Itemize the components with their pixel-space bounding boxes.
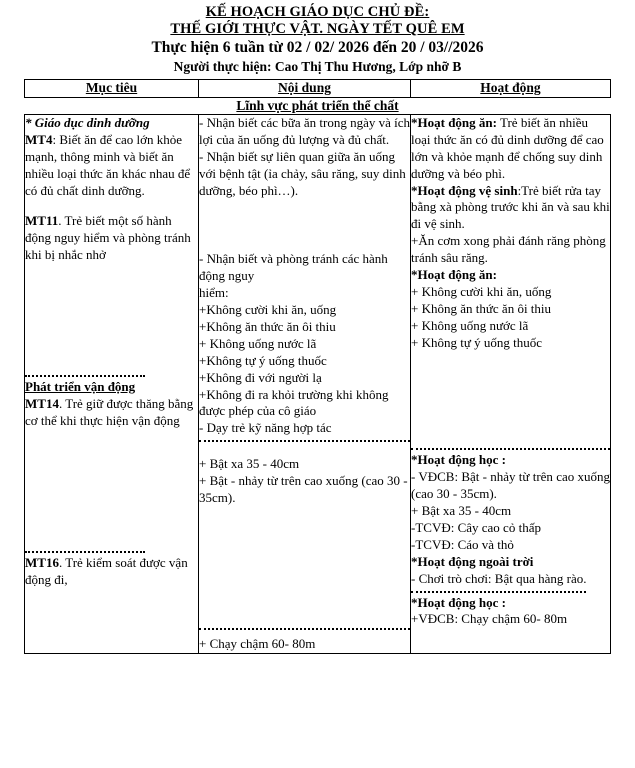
activity-2-line-1: + Bật xa 35 - 40cm [411, 503, 512, 519]
activity-0-block-1 [411, 115, 610, 183]
content-1-line-5: +Không tự ý uống thuốc [199, 352, 327, 368]
activity-2-label-1: *Hoạt động học : [411, 452, 506, 468]
row-separator-2 [411, 591, 586, 593]
table-header-row [25, 80, 611, 98]
content-1-line-3: +Không ăn thức ăn ôi thiu [199, 319, 336, 335]
goal-3-text: . Trẻ kiểm soát được vận động đi, [25, 554, 188, 587]
activity-3-label-1: *Hoạt động học : [411, 594, 506, 610]
cell-muc-tieu [25, 115, 199, 654]
content-2-line-1: + Bật - nhảy từ trên cao xuống (cao 30 - 35cm). [199, 473, 408, 506]
section-band-label: Lĩnh vực phát triển thể chất [236, 98, 399, 113]
activity-0-text-3: +Ăn cơm xong phải đánh răng phòng tránh sâu răng. [411, 233, 606, 266]
goal-2-body [25, 396, 198, 430]
row-separator-1 [199, 440, 410, 442]
cell-hoat-dong [411, 115, 611, 654]
activity-0-block-2 [411, 183, 610, 234]
column-header-muc-tieu: Mục tiêu [25, 80, 199, 98]
content-0-line-1: - Nhận biết sự liên quan giữa ăn uống với bệnh tật (ỉa chảy, sâu răng, suy dinh dưỡng, béo phì…). [199, 148, 406, 198]
goal-0-body [25, 132, 198, 200]
row-separator-2 [25, 551, 145, 553]
column-header-hoat-dong: Hoạt động [411, 80, 611, 98]
spacer [25, 430, 198, 548]
goal-3-body [25, 555, 198, 589]
content-1-line-7: +Không đi ra khỏi trường khi không được phép của cô giáo [199, 386, 389, 419]
activity-0-label-2: *Hoạt động vệ sinh [411, 182, 518, 198]
table-header-row-wrapper [24, 79, 611, 98]
document-duration: Thực hiện 6 tuần từ 02 / 02/ 2026 đến 20 / 03//2026 [151, 39, 484, 57]
spacer [199, 507, 410, 625]
document-author: Người thực hiện: Cao Thị Thu Hương, Lớp nhỡ B [173, 58, 462, 74]
spacer [199, 199, 410, 251]
content-1-line-2: +Không cười khi ăn, uống [199, 302, 337, 318]
activity-0-text-1: Trẻ biết ăn nhiều loại thức ăn có đủ dinh dưỡng để cao lớn và khỏe mạnh để chống suy dinh dưỡng và béo phì. [411, 115, 604, 181]
cell-noi-dung [199, 115, 411, 654]
content-1-line-8: - Dạy trẻ kỹ năng hợp tác [199, 420, 332, 436]
activity-1-label-1: *Hoạt động ăn: [411, 267, 497, 283]
goal-3-code: MT16 [25, 554, 59, 570]
spacer [199, 444, 410, 456]
document-title-line-1: KẾ HOẠCH GIÁO DỤC CHỦ ĐỀ: [205, 4, 430, 20]
document-title-line-2: THẾ GIỚI THỰC VẬT. NGÀY TẾT QUÊ EM [170, 21, 465, 38]
row-separator-1 [25, 375, 145, 377]
activity-1-line-1: + Không ăn thức ăn ôi thiu [411, 300, 552, 316]
activity-2-line-2: -TCVĐ: Cây cao cỏ thấp [411, 520, 541, 536]
row-separator-1 [411, 448, 610, 450]
main-table [24, 114, 611, 654]
goal-1-code: MT11 [25, 213, 59, 229]
goal-1-text: . Trẻ biết một số hành động nguy hiểm và phòng tránh khi bị nhắc nhở [25, 213, 191, 263]
activity-3-line-0: +VĐCB: Chạy chậm 60- 80m [411, 611, 568, 627]
row-separator-2 [199, 628, 410, 630]
content-3-line-0: + Chạy chậm 60- 80m [199, 635, 316, 651]
content-2-line-0: + Bật xa 35 - 40cm [199, 456, 300, 472]
goal-2-heading: Phát triển vận động [25, 379, 136, 395]
goal-2-text: . Trẻ giữ được thăng bằng cơ thể khi thực hiện vận động [25, 396, 194, 428]
activity-1-line-3: + Không tự ý uống thuốc [411, 334, 543, 350]
section-band-wrapper [25, 98, 611, 114]
content-1-line-4: + Không uống nước lã [199, 335, 317, 351]
content-1-line-0: - Nhận biết và phòng tránh các hành động nguy [199, 251, 388, 284]
content-0-line-0: - Nhận biết các bữa ăn trong ngày và ích lợi của ăn uống đủ lượng và đủ chất. [199, 115, 410, 147]
activity-2-text-2: - Chơi trò chơi: Bật qua hàng rào. [411, 570, 587, 586]
goal-0-code: MT4 [25, 131, 53, 147]
spacer [25, 199, 198, 213]
section-band-row [25, 98, 611, 114]
activity-2-line-3: -TCVĐ: Cáo và thỏ [411, 536, 514, 552]
activity-2-label-2: *Hoạt động ngoài trời [411, 553, 534, 569]
spacer [411, 351, 610, 445]
column-header-noi-dung: Nội dung [199, 80, 411, 98]
activity-1-line-2: + Không uống nước lã [411, 317, 529, 333]
goal-0-text: : Biết ăn để cao lớn khỏe mạnh, thông minh và biết ăn nhiều loại thức ăn khác nhau để có đủ chất dinh dưỡng. [25, 131, 191, 198]
activity-2-line-0: - VĐCB: Bật - nhảy từ trên cao xuống (cao 30 - 35cm). [411, 469, 610, 502]
content-1-line-6: +Không đi với người lạ [199, 369, 322, 385]
content-1-line-1: hiểm: [199, 285, 229, 301]
document-header [0, 0, 635, 75]
goal-1-body [25, 213, 198, 264]
goal-0-heading: * Giáo dục dinh dưỡng [25, 115, 150, 130]
spacer [25, 264, 198, 372]
table-row [25, 115, 611, 654]
activity-0-label-1: *Hoạt động ăn: [411, 115, 497, 130]
goal-2-code: MT14 [25, 396, 59, 412]
activity-1-line-0: + Không cười khi ăn, uống [411, 283, 552, 299]
activity-0-text-2: :Trẻ biết rửa tay bằng xà phòng trước khi ăn và sau khi đi vệ sinh. [411, 182, 610, 232]
